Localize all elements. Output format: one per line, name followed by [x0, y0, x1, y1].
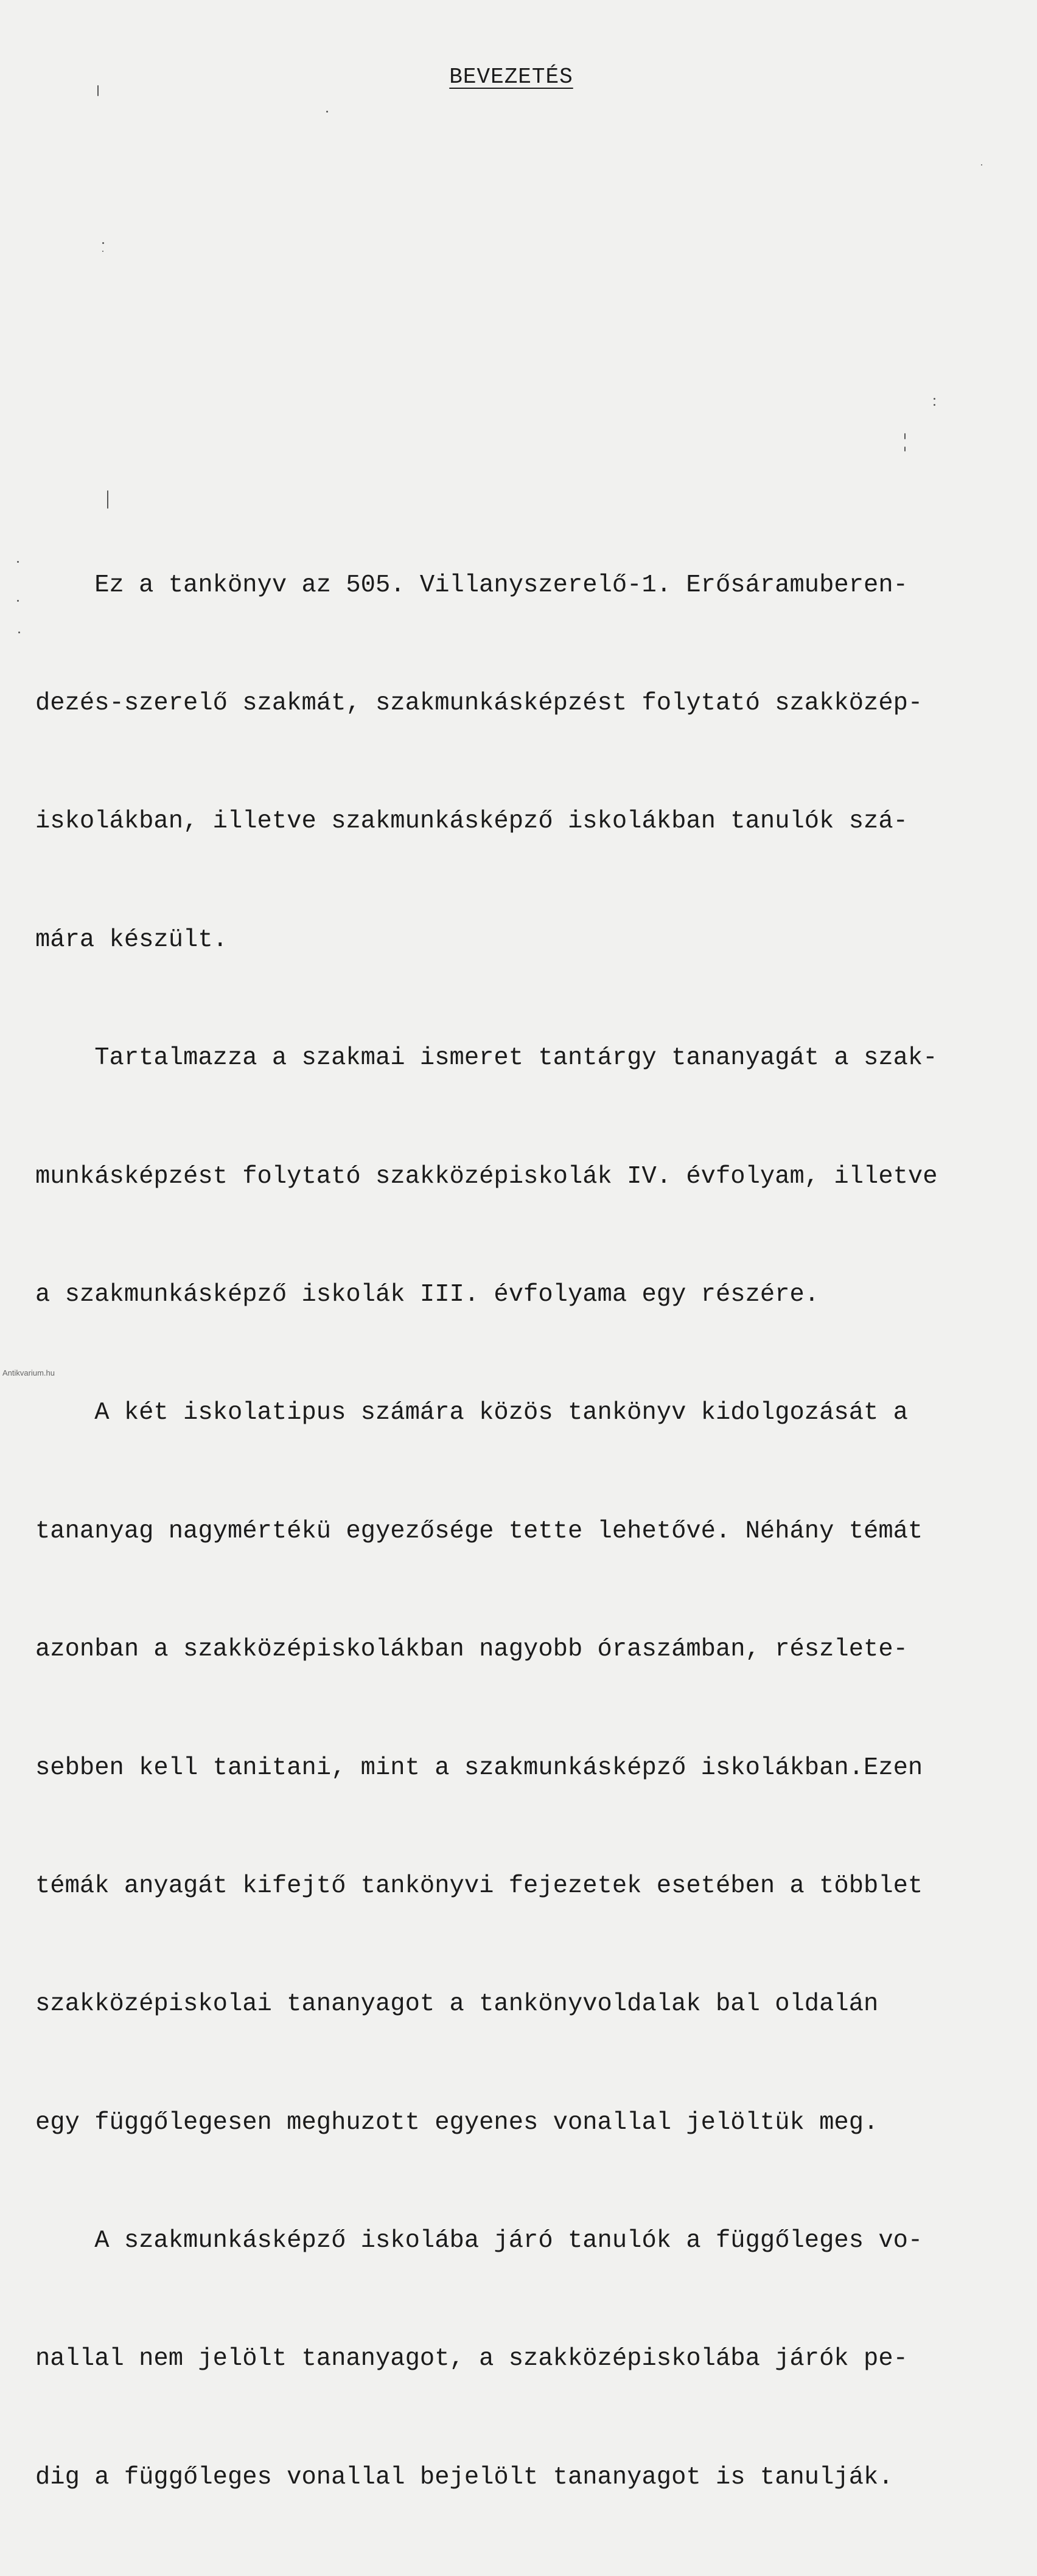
text-line: munkásképzést folytató szakközépiskolák IV. évfolyam, illetve — [35, 1162, 938, 1191]
text-line: témák anyagát kifejtő tankönyvi fejezetek esetében a többlet — [35, 1871, 923, 1900]
text-line: iskolákban, illetve szakmunkásképző iskolákban tanulók szá- — [35, 807, 908, 836]
scan-speck — [904, 447, 906, 451]
scan-speck — [17, 561, 19, 563]
scan-speck — [904, 433, 906, 439]
text-line: Ez a tankönyv az 505. Villanyszerelő-1. Erősáramuberen- — [35, 571, 908, 599]
scan-speck — [18, 632, 20, 633]
watermark: Antikvarium.hu — [2, 1368, 55, 1377]
scan-speck — [17, 600, 19, 602]
scan-speck — [934, 398, 935, 400]
text-line: sebben kell tanitani, mint a szakmunkásképző iskolákban.Ezen — [35, 1753, 923, 1782]
text-line: szakközépiskolai tananyagot a tankönyvoldalak bal oldalán — [35, 1990, 879, 2019]
text-line: a szakmunkásképző iskolák III. évfolyama egy részére. — [35, 1280, 820, 1309]
scan-speck — [107, 490, 108, 509]
text-line: dezés-szerelő szakmát, szakmunkásképzést folytató szakközép- — [35, 689, 923, 717]
scan-speck — [102, 242, 104, 244]
text-line: Tartalmazza a szakmai ismeret tantárgy tananyagát a szak- — [35, 1044, 938, 1073]
text-line: mára készült. — [35, 925, 228, 954]
text-line: nallal nem jelölt tananyagot, a szakközépiskolába járók pe- — [35, 2345, 908, 2373]
scan-speck — [934, 404, 935, 406]
text-line: azonban a szakközépiskolákban nagyobb óraszámban, részlete- — [35, 1635, 908, 1664]
text-line: dig a függőleges vonallal bejelölt tananyagot is tanulják. — [35, 2463, 893, 2491]
page-title: BEVEZETÉS — [449, 64, 573, 89]
text-line: A két iskolatipus számára közös tankönyv kidolgozását a — [35, 1399, 908, 1427]
text-line: A szakmunkásképző iskolába járó tanulók a függőleges vo- — [35, 2227, 923, 2255]
scan-speck — [102, 251, 103, 252]
scan-speck — [326, 111, 328, 113]
scan-speck — [981, 164, 982, 165]
introduction-body — [35, 487, 1009, 2576]
text-line: egy függőlegesen meghuzott egyenes vonallal jelöltük meg. — [35, 2108, 879, 2137]
text-line: tananyag nagymértékü egyezősége tette lehetővé. Néhány témát — [35, 1517, 923, 1545]
scan-speck — [97, 85, 99, 96]
